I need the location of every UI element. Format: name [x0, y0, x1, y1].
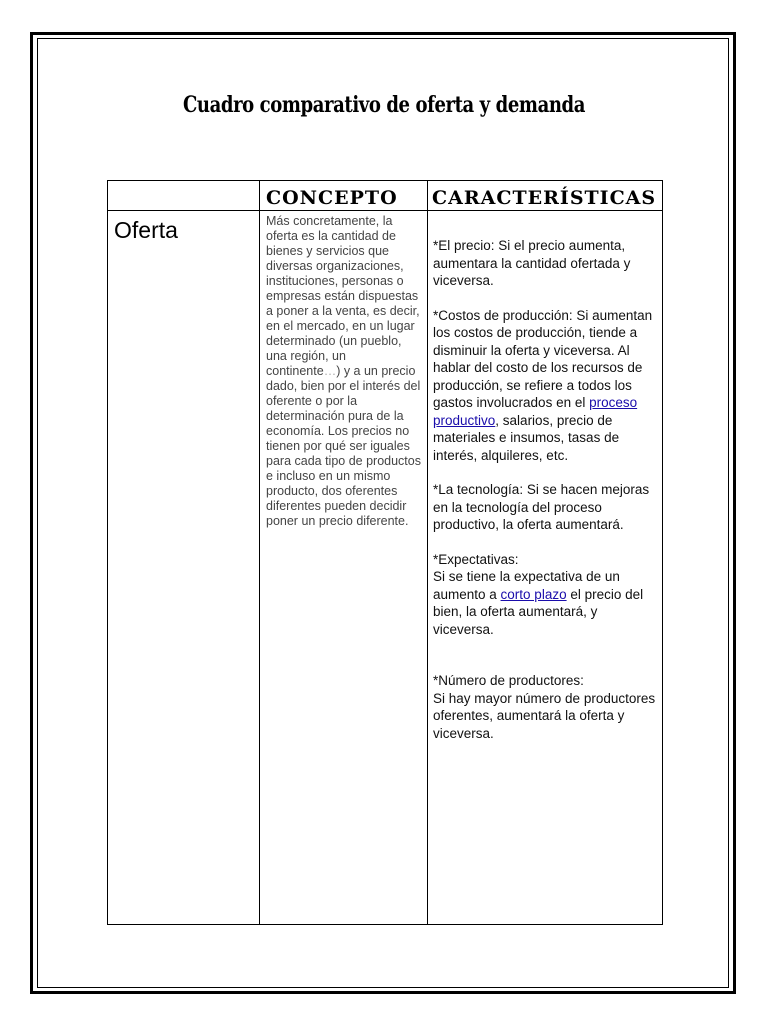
char-productores [433, 672, 658, 742]
char-tecnologia: *La tecnología: Si se hacen mejoras en la tecnología del proceso productivo, la oferta aumentará. [433, 482, 650, 532]
concept-text-ellipsis: … [323, 364, 337, 378]
char-precio: *El precio: Si el precio aumenta, aumentara la cantidad ofertada y viceversa. [433, 238, 631, 288]
concept-cell [260, 211, 428, 925]
header-characteristics: CARACTERÍSTICAS [428, 181, 663, 211]
concept-text-after: ) y a un precio dado, bien por el interés del oferente o por la determinación pura de la economía. Los precios no tienen por qué ser iguales para cada tipo de productos e incluso en un mismo producto, dos oferentes diferentes pueden decidir poner un precio diferente. [266, 364, 421, 528]
header-blank-cell [108, 181, 260, 211]
concept-text-before: Más concretamente, la oferta es la cantidad de bienes y servicios que diversas organizaciones, instituciones, personas o empresas están dispuestas a poner a la venta, es decir, en el mercado, en un lugar determinado (un pueblo, una región, un continente [266, 214, 420, 378]
proceso-productivo-link[interactable]: proceso productivo [433, 395, 638, 428]
comparison-table [107, 180, 663, 925]
table-header-row [108, 181, 663, 211]
char-expectativas-heading: *Expectativas: [433, 551, 519, 567]
char-costos-text-before: *Costos de producción: Si aumentan los costos de producción, tiende a disminuir la oferta y viceversa. Al hablar del costo de los recursos de producción, se refiere a todos los gastos involucrados en el [433, 307, 653, 410]
char-expectativas [433, 551, 658, 639]
corto-plazo-link[interactable]: corto plazo [500, 586, 567, 602]
char-expectativas-body [433, 568, 658, 638]
char-expectativas-text-after: el precio del bien, la oferta aumentará, y viceversa. [433, 586, 644, 637]
char-costos-text-after: , salarios, precio de materiales e insumos, tasas de interés, alquileres, etc. [433, 412, 620, 463]
document-title: Cuadro comparativo de oferta y demanda [182, 92, 586, 118]
header-concept: CONCEPTO [260, 181, 428, 211]
row-label-oferta: Oferta [108, 211, 260, 925]
char-expectativas-text-before: Si se tiene la expectativa de un aumento a [433, 569, 620, 602]
characteristics-cell [428, 211, 663, 925]
char-productores-heading: *Número de productores: [433, 673, 584, 688]
char-costos [433, 307, 658, 465]
char-productores-text: Si hay mayor número de productores oferentes, aumentará la oferta y viceversa. [433, 690, 656, 741]
table-row-oferta [108, 211, 663, 925]
